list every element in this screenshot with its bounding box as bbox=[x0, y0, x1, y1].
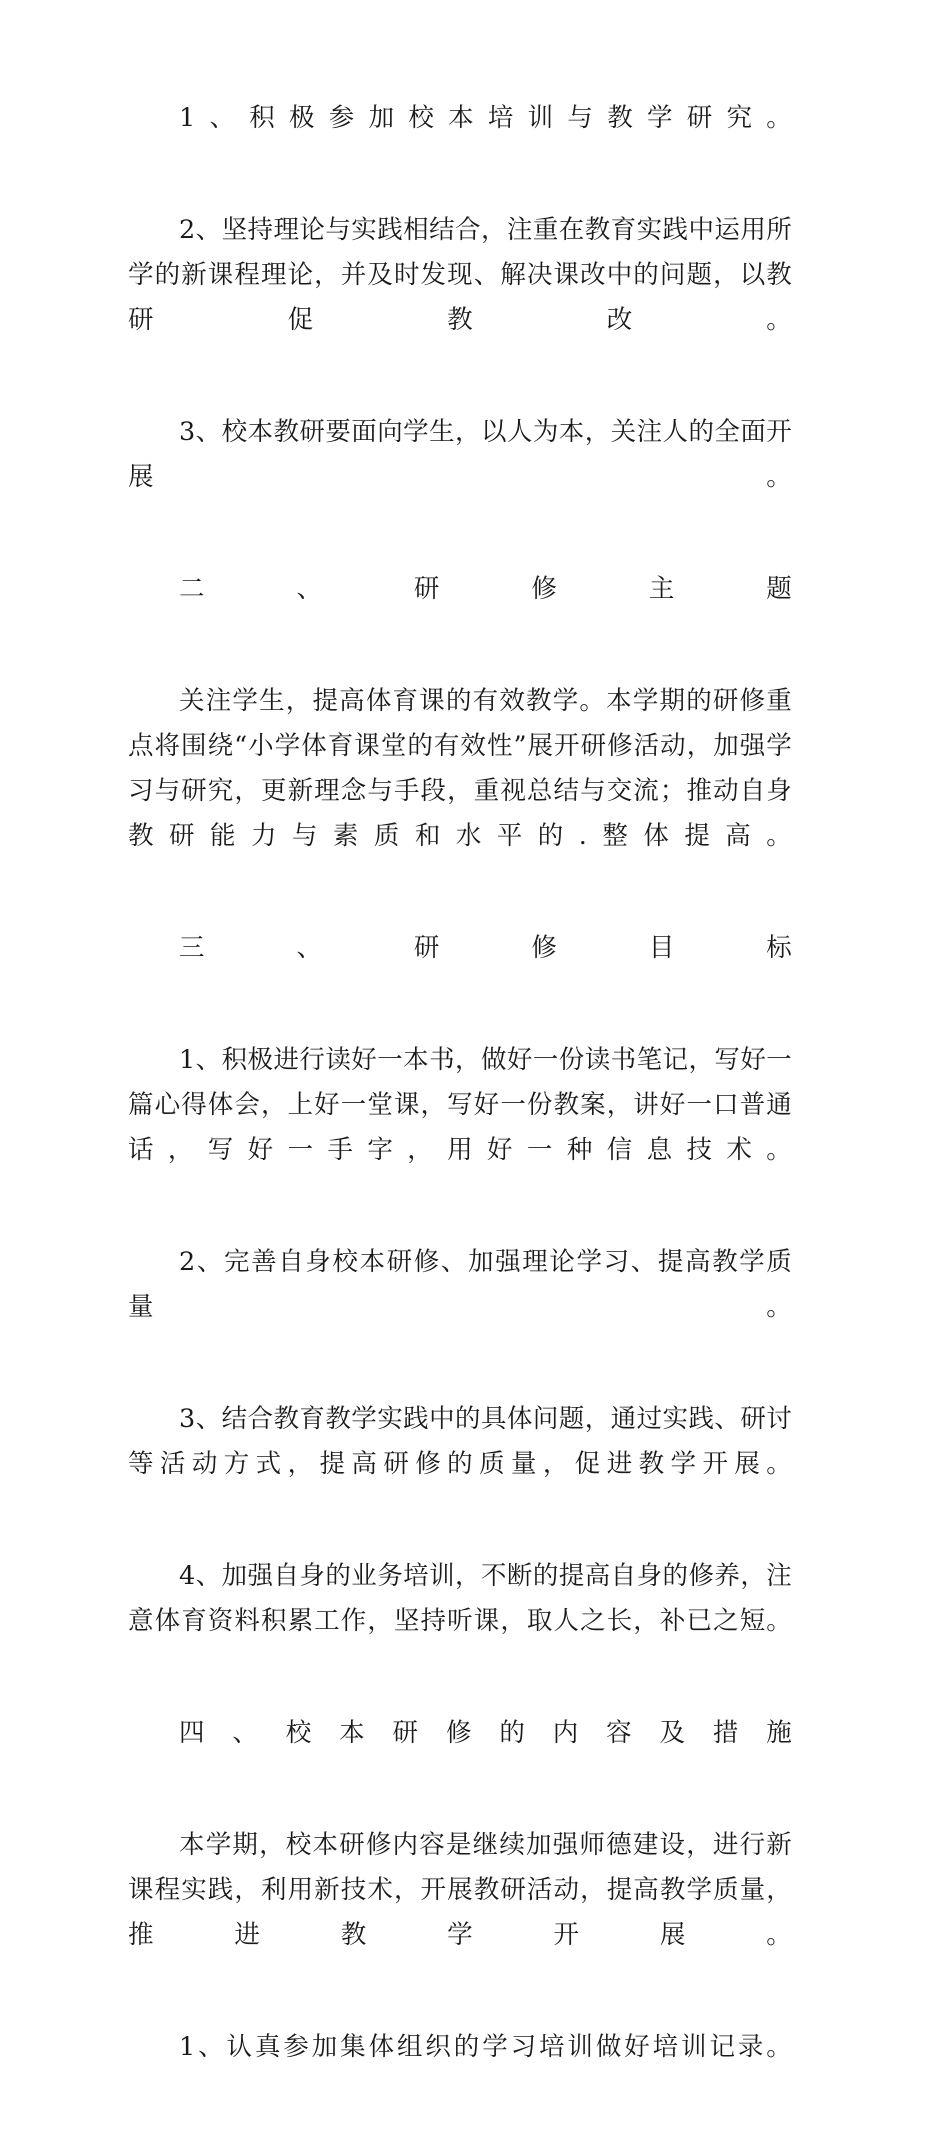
section-heading-two: 二、研修主题 bbox=[179, 574, 792, 604]
list-item: 4、加强自身的业务培训，不断的提高自身的修养，注意体育资料积累工作，坚持听课，取人之长，补已之短。 bbox=[128, 1561, 792, 1636]
section-body-four: 本学期，校本研修内容是继续加强师德建设，进行新课程实践，利用新技术，开展教研活动，提高教学质量，推进教学开展。 bbox=[128, 1830, 792, 1950]
list-item: 1、积极进行读好一本书，做好一份读书笔记，写好一篇心得体会，上好一堂课，写好一份教案，讲好一口普通话，写好一手字，用好一种信息技术。 bbox=[128, 1045, 792, 1165]
list-item: 1、认真参加集体组织的学习培训做好培训记录。 bbox=[179, 2032, 792, 2062]
section-body-two: 关注学生，提高体育课的有效教学。本学期的研修重点将围绕“小学体育课堂的有效性”展开研修活动，加强学习与研究，更新理念与手段，重视总结与交流；推动自身教研能力与素质和水平的.整体提高。 bbox=[128, 686, 792, 851]
section-heading-four: 四、校本研修的内容及措施 bbox=[179, 1718, 792, 1748]
list-item: 2、完善自身校本研修、加强理论学习、提高教学质量。 bbox=[128, 1247, 792, 1322]
list-item: 1、积极参加校本培训与教学研究。 bbox=[179, 103, 792, 133]
section-heading-three: 三、研修目标 bbox=[179, 933, 792, 963]
list-item: 3、结合教育教学实践中的具体问题，通过实践、研讨等活动方式，提高研修的质量，促进教学开展。 bbox=[128, 1404, 792, 1479]
list-item: 3、校本教研要面向学生，以人为本，关注人的全面开展。 bbox=[128, 417, 792, 492]
document-text-body bbox=[128, 96, 792, 2137]
list-item: 2、坚持理论与实践相结合，注重在教育实践中运用所学的新课程理论，并及时发现、解决课改中的问题，以教研促教改。 bbox=[128, 215, 792, 335]
